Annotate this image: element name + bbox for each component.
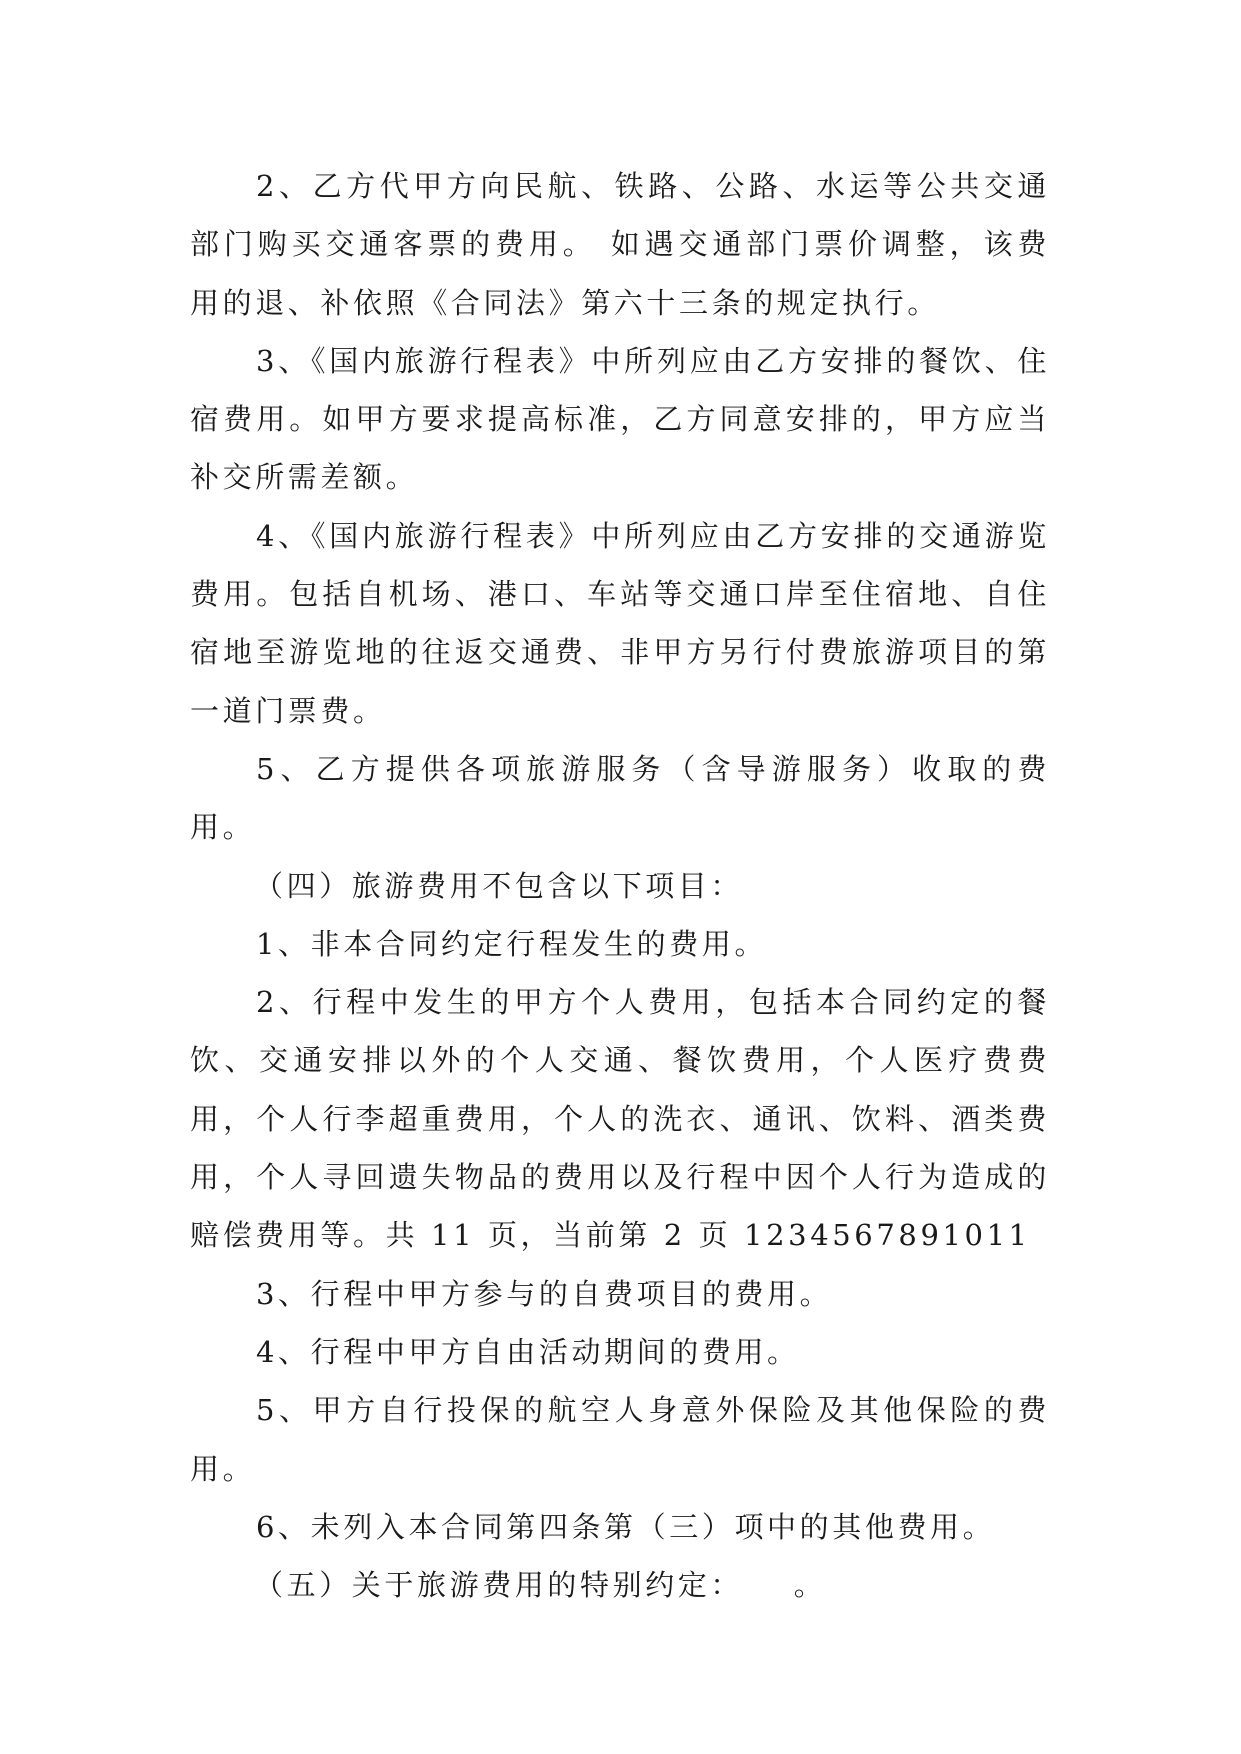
document-body <box>190 157 1050 1614</box>
paragraph-excluded-3: 3、行程中甲方参与的自费项目的费用。 <box>256 1276 833 1311</box>
paragraph-excluded-1: 1、非本合同约定行程发生的费用。 <box>256 926 768 961</box>
paragraph-excluded-4: 4、行程中甲方自由活动期间的费用。 <box>256 1334 800 1369</box>
paragraph-excluded-6: 6、未列入本合同第四条第（三）项中的其他费用。 <box>256 1509 996 1544</box>
section-heading-special-terms: （五）关于旅游费用的特别约定： 。 <box>254 1568 827 1603</box>
paragraph-excluded-5: 5、甲方自行投保的航空人身意外保险及其他保险的费用。 <box>190 1393 1050 1486</box>
paragraph-ticket-fees: 2、乙方代甲方向民航、铁路、公路、水运等公共交通部门购买交通客票的费用。 如遇交通部门票价调整，该费用的退、补依照《合同法》第六十三条的规定执行。 <box>190 169 1050 320</box>
paragraph-lodging-fees: 3、《国内旅游行程表》中所列应由乙方安排的餐饮、住宿费用。如甲方要求提高标准，乙方同意安排的，甲方应当补交所需差额。 <box>190 343 1050 495</box>
paragraph-excluded-2: 2、行程中发生的甲方个人费用，包括本合同约定的餐饮、交通安排以外的个人交通、餐饮费用，个人医疗费费用，个人行李超重费用，个人的洗衣、通讯、饮料、酒类费用，个人寻回遗失物品的费用以及行程中因个人行为造成的赔偿费用等。共 11 页，当前第 2 页 1234567891011 <box>190 985 1050 1253</box>
paragraph-transport-fees: 4、《国内旅游行程表》中所列应由乙方安排的交通游览费用。包括自机场、港口、车站等交通口岸至住宿地、自住宿地至游览地的往返交通费、非甲方另行付费旅游项目的第一道门票费。 <box>190 518 1050 728</box>
section-heading-excluded-items: （四）旅游费用不包含以下项目： <box>254 868 744 903</box>
paragraph-service-fees: 5、乙方提供各项旅游服务（含导游服务）收取的费用。 <box>190 751 1050 845</box>
